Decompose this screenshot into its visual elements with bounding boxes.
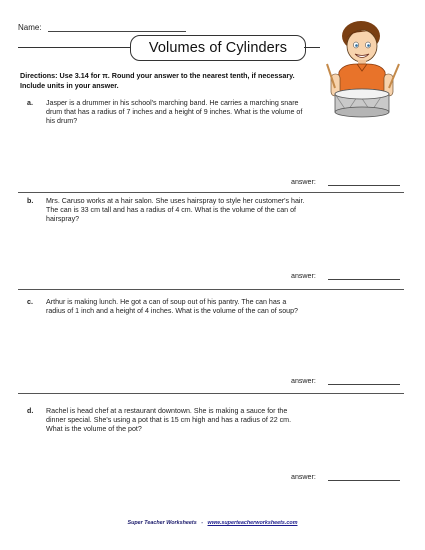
question-letter: d.: [27, 407, 34, 415]
section-divider: [18, 289, 404, 290]
question-text: Rachel is head chef at a restaurant downtown. She is making a sauce for the dinner special. She's using a pot that is 15 cm high and has a radius of 22 cm. What is the volume of the pot?: [46, 407, 292, 433]
answer-field[interactable]: [328, 480, 400, 481]
question-letter: b.: [27, 197, 34, 205]
question-letter: c.: [27, 298, 33, 306]
answer-label: answer:: [291, 178, 316, 186]
question-letter: a.: [27, 99, 33, 107]
answer-field[interactable]: [328, 279, 400, 280]
drummer-boy-icon: [317, 16, 409, 118]
question-text: Mrs. Caruso works at a hair salon. She uses hairspray to style her customer's hair. The can is 33 cm tall and has a radius of 4 cm. What is the volume of the can of hairspray?: [46, 197, 305, 223]
answer-label: answer:: [291, 272, 316, 280]
title-rule-left: [18, 47, 130, 48]
footer-brand: Super Teacher Worksheets: [127, 520, 197, 526]
name-label: Name:: [18, 23, 42, 32]
answer-field[interactable]: [328, 185, 400, 186]
question-text: Arthur is making lunch. He got a can of soup out of his pantry. The can has a radius of 1 inch and a height of 4 inches. What is the volume of the can of soup?: [46, 298, 298, 315]
footer-separator: -: [201, 520, 204, 526]
answer-label: answer:: [291, 473, 316, 481]
section-divider: [18, 192, 404, 193]
page-title: Volumes of Cylinders: [130, 35, 306, 61]
name-field[interactable]: [48, 31, 186, 32]
footer: [0, 520, 425, 526]
answer-label: answer:: [291, 377, 316, 385]
question-text: Jasper is a drummer in his school's marching band. He carries a marching snare drum that has a radius of 7 inches and a height of 9 inches. What is the volume of his drum?: [46, 99, 303, 125]
section-divider: [18, 393, 404, 394]
footer-link[interactable]: www.superteacherworksheets.com: [207, 520, 298, 526]
directions: Directions: Use 3.14 for π. Round your answer to the nearest tenth, if necessary. Include units in your answer.: [20, 71, 295, 90]
answer-field[interactable]: [328, 384, 400, 385]
